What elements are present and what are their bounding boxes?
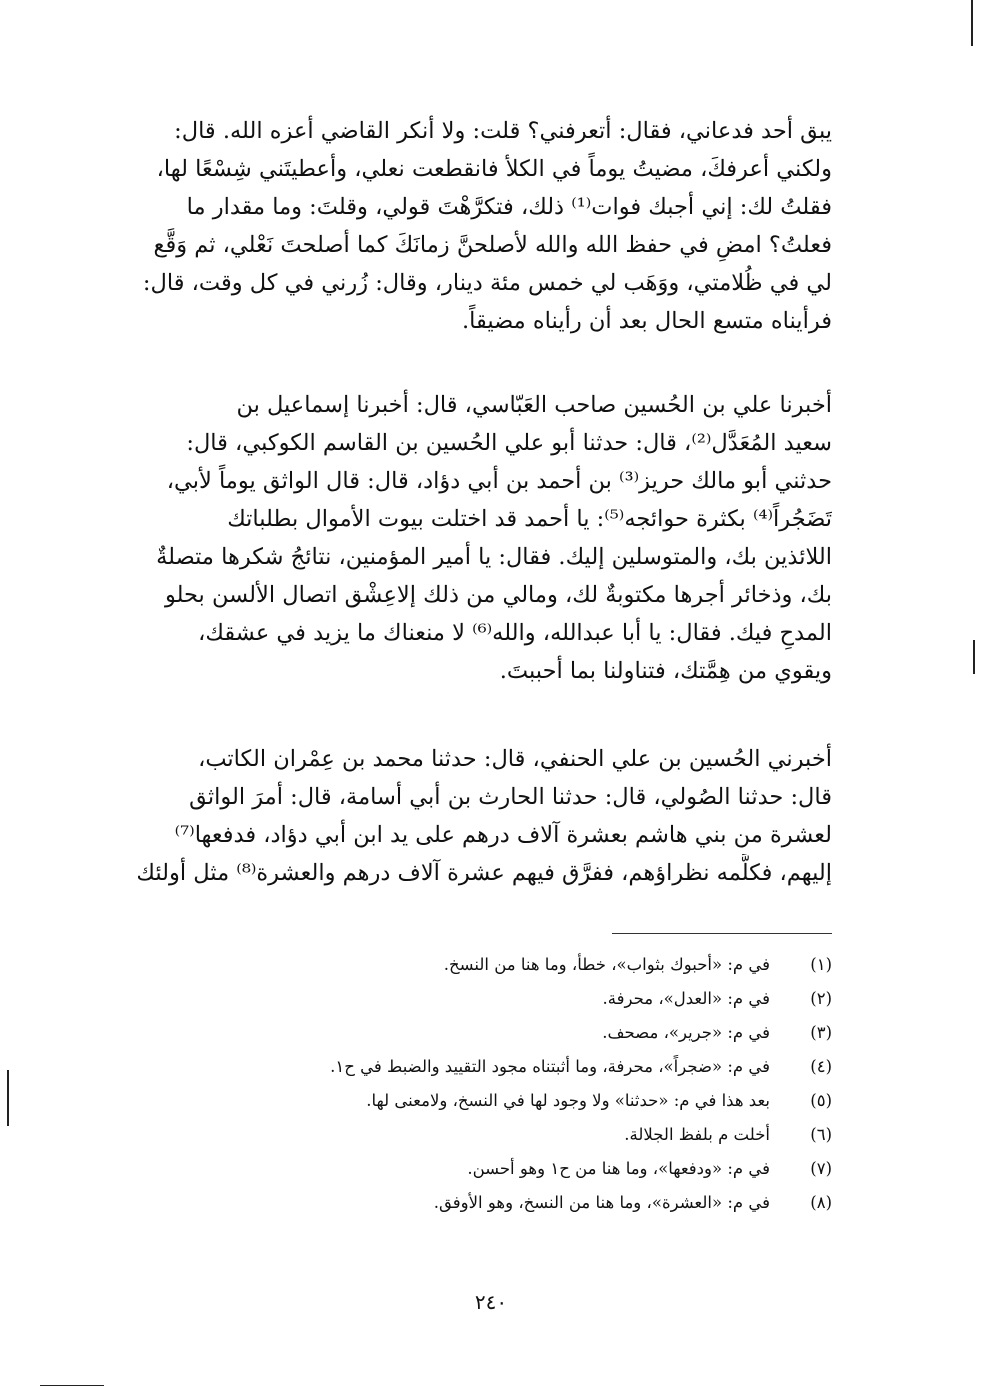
paragraph-2: [110, 386, 832, 690]
footnote-text: بعد هذا في م: «حدثنا» ولا وجود لها في النسخ، ولامعنى لها.: [366, 1091, 770, 1110]
footnote: [110, 982, 832, 1016]
text-line: المدحِ فيك. فقال: يا أبا عبدالله، والله⁽⁶⁾ لا منعناك ما يزيد في عشقك،: [198, 620, 832, 646]
footnote-text: في م: «أحبوك بثواب»، خطأ، وما هنا من النسخ.: [443, 955, 770, 974]
footnote-number: (٥): [810, 1091, 832, 1110]
footnote-number: (٧): [810, 1159, 832, 1178]
footnote-divider: [612, 933, 832, 934]
footnote-number: (٢): [810, 989, 832, 1008]
footnote-text: في م: «العدل»، محرفة.: [602, 989, 770, 1008]
text-line: اللائذين بك، والمتوسلين إليك. فقال: يا أمير المؤمنين، نتائجُ شكرها متصلةٌ: [156, 544, 832, 570]
footnote: [110, 1186, 832, 1220]
footnote: [110, 1084, 832, 1118]
text-line: ويقوي من هِمَّتك، فتناولنا بما أحببتَ.: [499, 658, 832, 684]
scan-edge-mark: [971, 0, 973, 46]
footnote-text: في م: «ودفعها»، وما هنا من ح١ وهو أحسن.: [467, 1159, 770, 1178]
page-number: ٢٤٠: [474, 1290, 508, 1314]
text-line: أخبرنا علي بن الحُسين صاحب العَبّاسي، قال: أخبرنا إسماعيل بن: [236, 392, 832, 418]
paragraph-3: [110, 740, 832, 892]
text-line: أخبرني الحُسين بن علي الحنفي، قال: حدثنا محمد بن عِمْران الكاتب،: [198, 746, 832, 772]
footnote-number: (٦): [810, 1125, 832, 1144]
footnotes: [110, 948, 832, 1220]
scan-edge-mark: [40, 1385, 104, 1386]
footnote-number: (٣): [810, 1023, 832, 1042]
footnote-text: أخلت م بلفظ الجلالة.: [624, 1125, 770, 1144]
scan-edge-mark: [973, 640, 975, 674]
text-line: يبق أحد فدعاني، فقال: أتعرفني؟ قلت: ولا أنكر القاضي أعزه الله. قال:: [174, 118, 832, 144]
text-line: إليهم، فكلَّمه نظراؤهم، ففرَّق فيهم عشرة آلاف درهم والعشرة⁽⁸⁾ مثل أولئك: [136, 860, 832, 886]
footnote-text: في م: «جرير»، مصحف.: [602, 1023, 770, 1042]
footnote-number: (٤): [810, 1057, 832, 1076]
text-line: تَضَجُراً⁽⁴⁾ بكثرة حوائجه⁽⁵⁾: يا أحمد قد اختلت بيوت الأموال بطلباتك: [227, 506, 832, 532]
footnote: [110, 948, 832, 982]
paragraph-1: [110, 112, 832, 340]
text-line: فرأيناه متسع الحال بعد أن رأيناه مضيقاً.: [461, 308, 832, 334]
text-line: فقلتُ لك: إني أجبك فوات⁽¹⁾ ذلك، فتكرَّهْتَ قولي، وقلتَ: وما مقدار ما: [186, 194, 832, 220]
text-line: قال: حدثنا الصُولي، قال: حدثنا الحارث بن أبي أسامة، قال: أمرَ الواثق: [189, 784, 832, 810]
footnote: [110, 1016, 832, 1050]
footnote: [110, 1050, 832, 1084]
footnote-number: (١): [810, 955, 832, 974]
text-line: سعيد المُعَدَّل⁽²⁾، قال: حدثنا أبو علي الحُسين بن القاسم الكوكبي، قال:: [186, 430, 832, 456]
footnote-text: في م: «العشرة»، وما هنا من النسخ، وهو الأوفق.: [433, 1193, 770, 1212]
text-line: فعلتُ؟ امضِ في حفظ الله والله لأصلحنَّ زمانَكَ كما أصلحتَ نَعْلي، ثم وَقَّع: [153, 232, 832, 258]
text-line: ولكني أعرفكَ، مضيتُ يوماً في الكلأ فانقطعت نعلي، وأعطيتَني شِسْعًا لها،: [156, 156, 832, 182]
text-line: لعشرة من بني هاشم بعشرة آلاف درهم على يد ابن أبي دؤاد، فدفعها⁽⁷⁾: [174, 822, 832, 848]
text-line: لي في ظُلامتي، ووَهَب لي خمس مئة دينار، وقال: زُرني في كل وقت، قال:: [142, 270, 832, 296]
footnote: [110, 1152, 832, 1186]
footnote-number: (٨): [810, 1193, 832, 1212]
scan-edge-mark: [7, 1070, 9, 1126]
footnote: [110, 1118, 832, 1152]
text-line: بك، وذخائر أجرها مكتوبةٌ لك، ومالي من ذلك إلاعِشْق اتصال الألسن بحلو: [164, 582, 832, 608]
footnote-text: في م: «ضجراً»، محرفة، وما أثبتناه مجود التقييد والضبط في ح١.: [330, 1057, 770, 1076]
text-line: حدثني أبو مالك حريز⁽³⁾ بن أحمد بن أبي دؤاد، قال: قال الواثق يوماً لأبي،: [166, 468, 832, 494]
